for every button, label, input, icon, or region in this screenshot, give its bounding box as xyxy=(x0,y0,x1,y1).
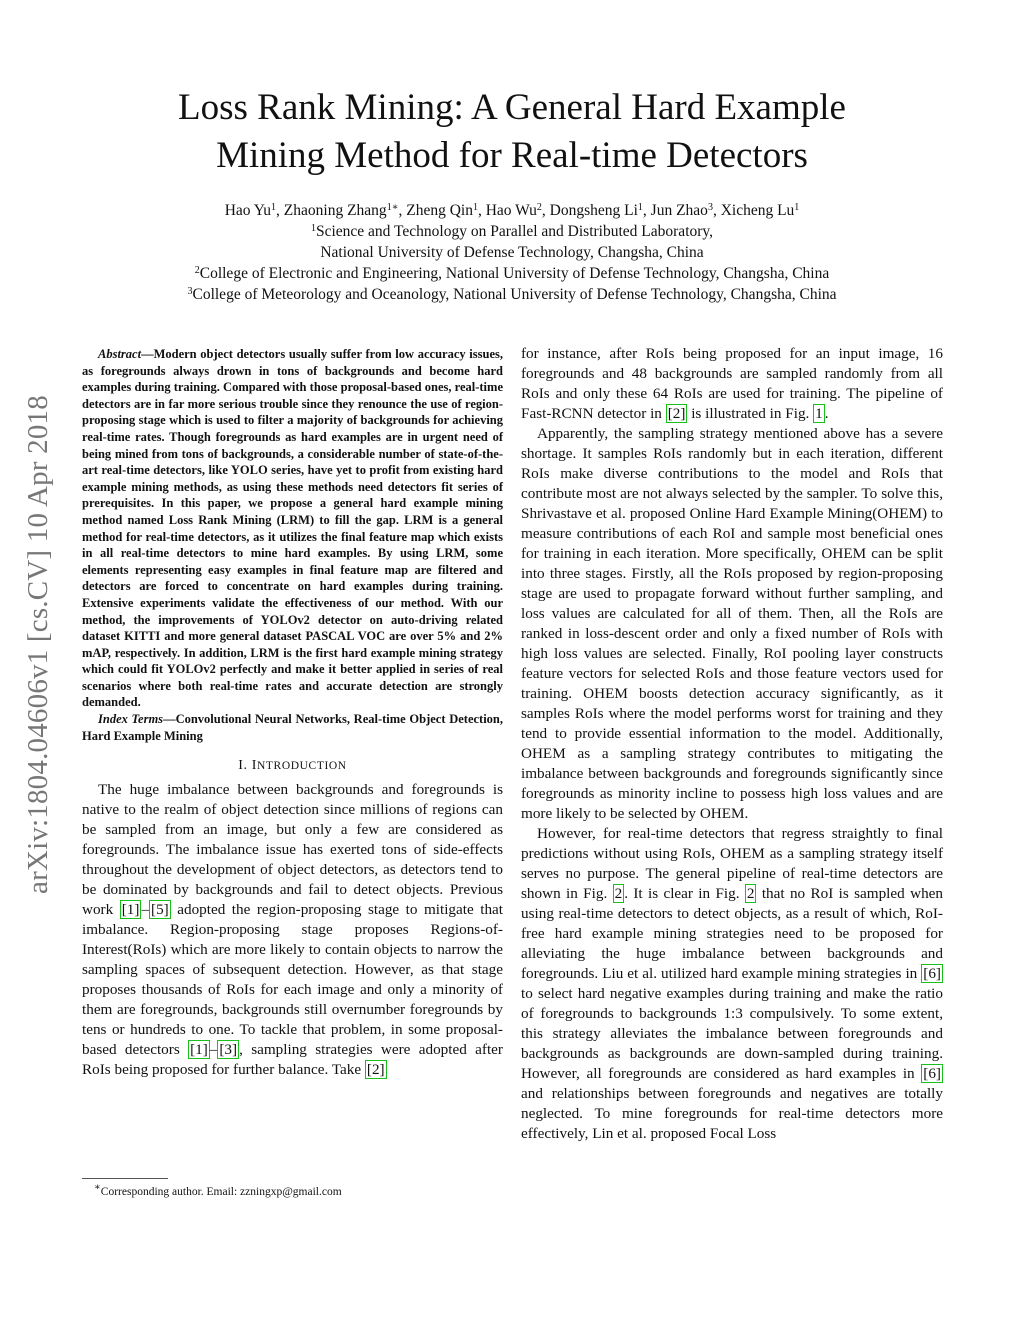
paragraph: Apparently, the sampling strategy mentioned above has a severe shortage. It samples RoIs randomly but in each iteration, different RoIs make diverse contributions to the model and RoIs that contribute most are not always selected by the sampler. To solve this, Shrivastave et al. proposed Online Hard Example Mining(OHEM) to measure contributions of each RoI and sample most beneficial ones for training in each iteration. More specifically, OHEM can be split into three stages. Firstly, all the RoIs proposed by region-proposing stage are used to propagate forward without further sampling, and loss values are calculated for all of them. Then, all the RoIs are ranked in loss-descent order and only a fixed number of RoIs with high loss values are selected. Finally, RoI pooling layer constructs feature vectors for selected RoIs and those feature vectors used for training. OHEM boosts detection accuracy significantly, as it samples RoIs where the model performs worst for training and they tend to provide essential information to the model. Additionally, OHEM as a sampling strategy contributes to mitigating the imbalance between backgrounds and foregrounds significantly since foregrounds as minority incline to possess high loss values and are more likely to be selected by OHEM. xyxy=(521,425,943,822)
author-sup: 2 xyxy=(536,202,542,213)
text-run: , sampling strategies were adopted after RoIs being proposed for further balance. Take xyxy=(82,1041,503,1079)
left-column xyxy=(82,346,503,1080)
arxiv-stamp: arXiv:1804.04606v1 [cs.CV] 10 Apr 2018 xyxy=(22,395,54,895)
author-name: Zhaoning Zhang xyxy=(283,202,387,219)
author-name: Hao Wu xyxy=(485,202,537,219)
citation-link[interactable]: [2] xyxy=(366,1061,385,1079)
author-sup: 1 xyxy=(794,202,800,213)
text-run: to select hard negative examples during training and make the ratio of foregrounds to backgrounds 1:3 compulsively. To some extent, this strategy alleviates the imbalance between foregrounds and backgrounds as backgrounds are down-sampled during training. However, all foregrounds are considered as hard examples in xyxy=(521,985,943,1082)
aff1-line1: Science and Technology on Parallel and Distributed Laboratory, xyxy=(315,223,714,240)
title-line-1: Loss Rank Mining: A General Hard Example xyxy=(178,87,846,128)
citation-link[interactable]: [1] xyxy=(121,901,140,919)
text-run: The huge imbalance between backgrounds and foregrounds is native to the realm of object detection since millions of regions can be sampled from an image, but only a few are considered as foregrounds. The imbalance issue has exerted tons of side-effects throughout the development of object detectors, as detectors tend to be dominated by backgrounds and fail to detect objects. Previous work xyxy=(82,781,503,919)
author-sup: 3 xyxy=(707,202,713,213)
affiliation-1 xyxy=(0,221,1024,242)
text-run: that no RoI is sampled when using real-time detectors to detect objects, as a result of which, RoI-free hard example mining strategies need to be proposed for alleviating the huge imbalance between backgrounds and foregrounds. Liu et al. utilized hard example mining strategies in xyxy=(521,885,943,982)
title-line-2: Mining Method for Real-time Detectors xyxy=(216,135,808,176)
text-run: – xyxy=(141,901,150,919)
section-number: I. xyxy=(238,758,252,774)
author-name: Jun Zhao xyxy=(650,202,708,219)
citation-link[interactable]: [6] xyxy=(923,1065,941,1082)
aff-sup: 3 xyxy=(187,286,193,297)
figure-link[interactable]: 2 xyxy=(746,885,755,902)
author-sup: 1 xyxy=(472,202,478,213)
text-run: – xyxy=(209,1041,218,1059)
author-name: Xicheng Lu xyxy=(720,202,795,219)
abstract xyxy=(82,346,503,711)
footnote-mark: ∗ xyxy=(94,1182,101,1193)
section-heading xyxy=(82,758,503,774)
citation-link[interactable]: [6] xyxy=(923,965,941,982)
aff-sup: 1 xyxy=(310,223,316,234)
affiliation-2 xyxy=(0,263,1024,284)
section-title-rest: NTRODUCTION xyxy=(257,760,347,773)
right-column xyxy=(521,344,943,1144)
author-name: Zheng Qin xyxy=(406,202,473,219)
author-sup: 1∗ xyxy=(386,202,399,213)
aff2-text: College of Electronic and Engineering, National University of Defense Technology, Changsha, China xyxy=(199,265,830,282)
aff3-text: College of Meteorology and Oceanology, National University of Defense Technology, Changsha, China xyxy=(192,286,837,303)
figure-link[interactable]: 1 xyxy=(815,405,823,422)
text-run: and relationships between foregrounds and negatives are totally neglected. To mine foregrounds for real-time detectors more effectively, Lin et al. proposed Focal Loss xyxy=(521,1085,943,1142)
citation-link[interactable]: [3] xyxy=(219,1041,238,1059)
author-name: Hao Yu xyxy=(224,202,272,219)
paper-title xyxy=(0,84,1024,180)
text-run: for instance, after RoIs being proposed for an input image, 16 foregrounds and 48 backgrounds are sampled randomly from all RoIs and only these 64 RoIs are used for training. The pipeline of Fast-RCNN detector in xyxy=(521,345,943,422)
index-terms-label: Index Terms xyxy=(98,712,164,727)
text-run: . xyxy=(824,405,829,422)
citation-link[interactable]: [5] xyxy=(151,901,169,919)
author-block xyxy=(0,200,1024,305)
author-name: Dongsheng Li xyxy=(549,202,638,219)
footnote-rule xyxy=(82,1178,168,1179)
text-run: adopted the region-proposing stage to mitigate that imbalance. Region-proposing stage proposes Regions-of-Interest(RoIs) which are more likely to contain objects to narrow the sampling spaces of subsequent detection. However, as that stage proposes thousands of RoIs for each image and only a minority of them are foregrounds, backgrounds still overnumber foregrounds by tens or hundreds to one. To tackle that problem, in some proposal-based detectors xyxy=(82,901,503,1059)
text-run: However, for real-time detectors that regress straightly to final predictions without using RoIs, OHEM as a sampling strategy itself serves no purpose. The general pipeline of real-time detectors are shown in Fig. xyxy=(521,825,943,902)
section-title-cap: I xyxy=(251,758,258,774)
figure-link[interactable]: 2 xyxy=(614,885,623,902)
citation-link[interactable]: [1] xyxy=(190,1041,208,1059)
footnote-text: Corresponding author. Email: zzningxp@gmail.com xyxy=(100,1186,342,1198)
aff-sup: 2 xyxy=(194,265,200,276)
index-terms-text: —Convolutional Neural Networks, Real-time Object Detection, Hard Example Mining xyxy=(82,712,504,743)
intro-paragraph xyxy=(82,780,503,1080)
footnote xyxy=(94,1182,342,1198)
index-terms xyxy=(82,711,503,744)
author-list: Hao Yu$^1$, Zhaoning Zhang$^{1∗}$, Zheng Qin$^1$, Hao Wu$^2$, Dongsheng Li$^1$, Jun Zhao$^3$, Xicheng Lu$^1$ xyxy=(224,202,800,219)
affiliation-3 xyxy=(0,284,1024,305)
author-sup: 1 xyxy=(637,202,643,213)
abstract-label: Abstract xyxy=(98,347,142,361)
affiliation-1-cont: National University of Defense Technology, Changsha, China xyxy=(320,244,704,261)
text-run: . It is clear in Fig. xyxy=(624,885,745,902)
abstract-text: —Modern object detectors usually suffer from low accuracy issues, as foregrounds always drown in tons of backgrounds and become hard examples during training. Compared with those proposal-based ones, real-time detectors are in far more serious trouble since they renounce the use of region-proposing stage which is used to filter a majority of backgrounds for achieving real-time rates. Though foregrounds as hard examples are in urgent need of being mined from tons of backgrounds, a considerable number of state-of-the-art real-time detectors, like YOLO series, have yet to profit from existing hard example mining methods, as using these methods need detectors fit series of prerequisites. In this paper, we propose a general hard example mining method named Loss Rank Mining (LRM) to fill the gap. LRM is a general method for real-time detectors, as it utilizes the final feature map which exists in all real-time detectors to mine hard examples. By using LRM, some elements representing easy examples in final feature map are filtered and detectors are forced to concentrate on hard examples during training. Extensive experiments validate the effectiveness of our method. With our method, the improvements of YOLOv2 detector on auto-driving related dataset KITTI and more general dataset PASCAL VOC are over 5% and 2% mAP, respectively. In addition, LRM is the first hard example mining strategy which could fit YOLOv2 perfectly and make it better applied in series of real scenarios where both real-time rates and accurate detection are strongly demanded. xyxy=(82,347,503,710)
paragraph xyxy=(521,344,943,424)
text-run: is illustrated in Fig. xyxy=(687,405,814,422)
citation-link[interactable]: [2] xyxy=(667,405,686,422)
author-sup: 1 xyxy=(271,202,277,213)
paragraph xyxy=(521,824,943,1144)
